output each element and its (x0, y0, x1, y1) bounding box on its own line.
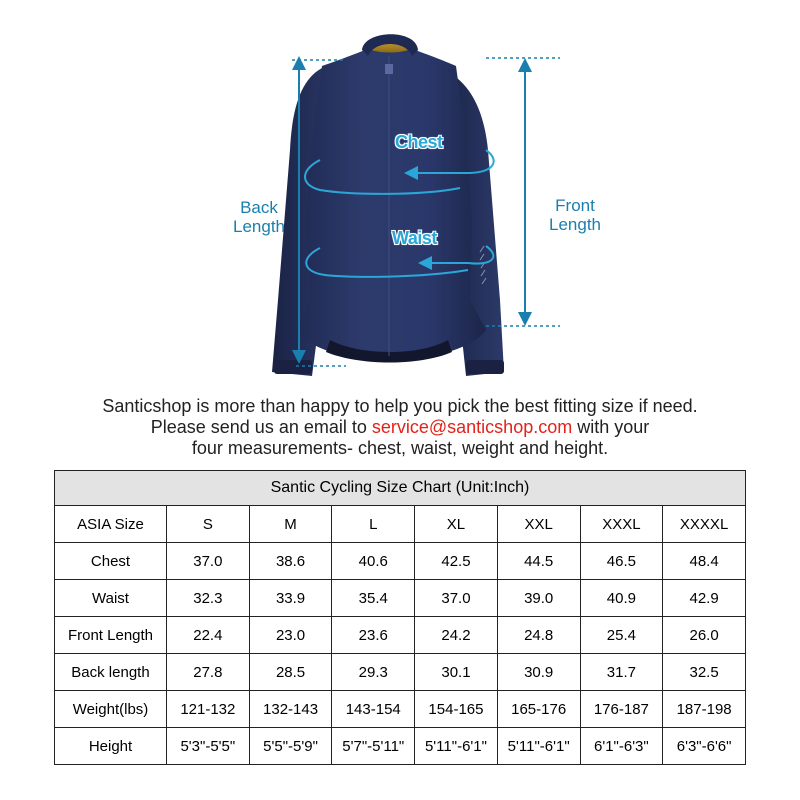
table-row (55, 691, 746, 728)
table-cell: 26.0 (663, 617, 746, 654)
table-cell: 5'5"-5'9" (249, 728, 332, 765)
jersey-figure (0, 0, 800, 392)
help-message (0, 396, 800, 459)
table-row (55, 543, 746, 580)
table-cell: 23.6 (332, 617, 415, 654)
row-label: Height (55, 728, 167, 765)
table-cell: 5'7"-5'11" (332, 728, 415, 765)
message-line-3: four measurements- chest, waist, weight and height. (191, 438, 609, 458)
table-cell: 23.0 (249, 617, 332, 654)
table-cell: 37.0 (415, 580, 498, 617)
back-length-label (226, 198, 292, 236)
table-cell: 30.1 (415, 654, 498, 691)
table-cell: 33.9 (249, 580, 332, 617)
table-header-row (55, 506, 746, 543)
table-cell: 6'3"-6'6" (663, 728, 746, 765)
table-cell: 35.4 (332, 580, 415, 617)
row-label: Waist (55, 580, 167, 617)
jersey-illustration (0, 0, 800, 392)
table-title: Santic Cycling Size Chart (Unit:Inch) (55, 471, 746, 506)
front-length-label (542, 196, 608, 234)
message-line-2-prefix: Please send us an email to (150, 417, 372, 437)
table-row (55, 728, 746, 765)
table-cell: 48.4 (663, 543, 746, 580)
row-label: Front Length (55, 617, 167, 654)
table-cell: 25.4 (580, 617, 663, 654)
table-cell: 132-143 (249, 691, 332, 728)
table-cell: 31.7 (580, 654, 663, 691)
table-cell: 32.3 (167, 580, 250, 617)
table-cell: 29.3 (332, 654, 415, 691)
size-header: M (249, 506, 332, 543)
message-line-2-suffix: with your (572, 417, 650, 437)
table-cell: 27.8 (167, 654, 250, 691)
table-cell: 42.5 (415, 543, 498, 580)
size-header: L (332, 506, 415, 543)
size-header: XXXXL (663, 506, 746, 543)
waist-label: Waist (392, 228, 437, 248)
chest-label: Chest (395, 132, 443, 152)
table-cell: 5'3"-5'5" (167, 728, 250, 765)
message-line-1: Santicshop is more than happy to help you pick the best fitting size if need. (102, 396, 698, 416)
table-cell: 32.5 (663, 654, 746, 691)
table-cell: 40.6 (332, 543, 415, 580)
contact-email-link[interactable]: service@santicshop.com (371, 417, 573, 437)
table-row (55, 654, 746, 691)
header-label: ASIA Size (55, 506, 167, 543)
table-cell: 143-154 (332, 691, 415, 728)
table-cell: 42.9 (663, 580, 746, 617)
table-cell: 6'1"-6'3" (580, 728, 663, 765)
table-cell: 22.4 (167, 617, 250, 654)
table-cell: 40.9 (580, 580, 663, 617)
table-cell: 30.9 (497, 654, 580, 691)
table-title-row (55, 471, 746, 506)
table-row (55, 580, 746, 617)
back-length-label-line1: Back (240, 198, 278, 217)
row-label: Chest (55, 543, 167, 580)
table-cell: 46.5 (580, 543, 663, 580)
table-cell: 165-176 (497, 691, 580, 728)
table-cell: 39.0 (497, 580, 580, 617)
table-cell: 5'11"-6'1" (497, 728, 580, 765)
jersey-torso (296, 48, 486, 362)
table-cell: 121-132 (167, 691, 250, 728)
table-cell: 24.2 (415, 617, 498, 654)
front-length-label-line1: Front (555, 196, 595, 215)
table-cell: 38.6 (249, 543, 332, 580)
table-cell: 24.8 (497, 617, 580, 654)
table-row (55, 617, 746, 654)
message-line-2 (0, 417, 800, 438)
front-length-label-line2: Length (549, 215, 601, 234)
row-label: Back length (55, 654, 167, 691)
size-header: XXXL (580, 506, 663, 543)
size-header: S (167, 506, 250, 543)
size-chart-table (54, 470, 746, 765)
size-header: XXL (497, 506, 580, 543)
table-cell: 154-165 (415, 691, 498, 728)
table-cell: 28.5 (249, 654, 332, 691)
table-cell: 187-198 (663, 691, 746, 728)
table-cell: 176-187 (580, 691, 663, 728)
table-cell: 37.0 (167, 543, 250, 580)
row-label: Weight(lbs) (55, 691, 167, 728)
size-header: XL (415, 506, 498, 543)
back-length-label-line2: Length (233, 217, 285, 236)
table-cell: 5'11"-6'1" (415, 728, 498, 765)
table-cell: 44.5 (497, 543, 580, 580)
